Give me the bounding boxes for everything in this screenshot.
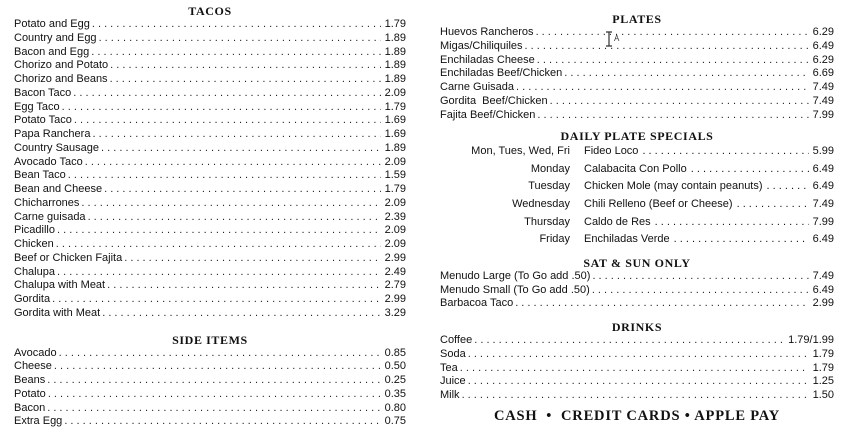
item-name: Soda [440,347,466,360]
item-price: 1.79 [384,183,406,195]
dot-leader [536,26,809,40]
item-name: Gordita Beef/Chicken [440,94,548,107]
special-day: Mon, Tues, Wed, Fri [471,145,570,158]
dot-leader [460,362,809,376]
item-name: Potato and Egg [14,18,90,30]
item-price: 3.29 [384,306,406,319]
menu-item [440,40,834,54]
dot-leader [550,95,809,109]
item-price: 2.09 [384,196,406,209]
menu-item [440,270,834,284]
special-price: 7.99 [812,215,834,228]
item-price: 1.89 [384,45,406,58]
item-name: Juice [440,375,466,388]
special-item [440,143,834,161]
dot-leader [737,196,809,214]
item-price: 1.89 [384,31,406,44]
item-price: 2.79 [384,279,406,292]
dot-leader [99,32,381,46]
dot-leader [516,81,809,95]
weekend-list [440,270,834,311]
menu-item [14,374,406,388]
special-dish: Calabacita Con Pollo [584,162,687,175]
menu-item [14,402,406,416]
dot-leader [592,284,809,298]
dot-leader [104,183,381,197]
item-name: Tea [440,361,458,374]
item-price: 7.49 [812,269,834,282]
special-price: 6.49 [812,180,834,193]
dot-leader [655,214,809,232]
item-price: 6.29 [812,26,834,38]
menu-item [14,266,406,280]
item-name: Bacon Taco [14,86,72,99]
special-day: Wednesday [512,198,570,211]
menu-item [14,347,406,361]
item-name: Avocado [14,346,57,359]
dot-leader [52,293,381,307]
menu-item [440,67,834,81]
item-price: 0.50 [384,360,406,373]
item-price: 2.99 [384,293,406,305]
drinks-heading: DRINKS [611,320,663,335]
item-name: Extra Egg [14,415,63,428]
item-name: Bacon and Egg [14,45,90,58]
dot-leader [537,54,809,68]
dot-leader [74,114,381,128]
dot-leader [537,109,808,123]
dot-leader [57,266,381,280]
dot-leader [73,87,380,101]
item-price: 1.79 [812,347,834,360]
item-price: 7.99 [812,108,834,121]
item-name: Menudo Large (To Go add .50) [440,269,591,282]
special-dish: Enchiladas Verde [584,233,670,246]
item-price: 2.09 [384,86,406,99]
menu-item [14,59,406,73]
item-name: Potato Taco [14,114,72,127]
item-name: Gordita with Meat [14,306,101,319]
special-dish: Chili Relleno (Beef or Cheese) [584,198,733,211]
item-price: 0.25 [384,374,406,386]
menu-item [14,197,406,211]
special-price: 7.49 [812,198,834,211]
item-name: Beans [14,374,46,386]
item-name: Bean Taco [14,169,66,182]
tacos-heading: TACOS [188,4,232,18]
item-name: Bean and Cheese [14,183,103,195]
menu-item [440,54,834,68]
item-name: Country Sausage [14,141,99,154]
item-price: 2.09 [384,224,406,237]
item-price: 1.79 [384,18,406,30]
menu-item [14,73,406,87]
special-price: 5.99 [812,145,834,158]
menu-item [14,46,406,60]
text-cursor-icon [604,30,620,48]
menu-item [440,284,834,298]
menu-item [440,95,834,109]
menu-item [14,293,406,307]
side-items-list [14,347,406,430]
dot-leader [88,211,381,225]
item-price: 0.35 [384,387,406,400]
item-price: 1.69 [384,114,406,127]
dot-leader [68,169,381,183]
special-item [440,161,834,179]
dot-leader [47,374,380,388]
dot-leader [48,388,381,402]
item-name: Milk [440,389,460,402]
special-day: Thursday [524,215,570,228]
item-price: 2.09 [384,238,406,250]
side-items-heading: SIDE ITEMS [172,332,248,347]
special-day: Friday [539,233,570,246]
menu-item [14,183,406,197]
dot-leader [592,270,808,284]
item-name: Gordita [14,293,51,305]
item-price: 7.49 [812,81,834,93]
item-price: 1.89 [384,141,406,154]
menu-item [14,238,406,252]
dot-leader [91,46,380,60]
special-item [440,214,834,232]
menu-item [440,389,834,403]
item-name: Chorizo and Beans [14,73,108,85]
menu-item [440,375,834,389]
item-name: Enchiladas Beef/Chicken [440,67,563,80]
dot-leader [525,40,809,54]
dot-leader [468,375,809,389]
item-name: Coffee [440,334,473,347]
special-item [440,231,834,249]
dot-leader [474,334,784,348]
daily-specials-list [440,143,834,249]
dot-leader [64,415,380,429]
item-name: Papa Ranchera [14,128,91,140]
item-name: Chorizo and Potato [14,59,109,72]
dot-leader [124,252,380,266]
item-price: 2.49 [384,265,406,278]
menu-item [14,224,406,238]
menu-item [14,142,406,156]
item-price: 1.89 [384,73,406,85]
item-name: Avocado Taco [14,155,83,168]
item-name: Barbacoa Taco [440,297,514,310]
dot-leader [691,161,809,179]
dot-leader [54,360,381,374]
item-price: 2.99 [384,251,406,264]
menu-item [440,362,834,376]
menu-item [14,87,406,101]
menu-item [440,297,834,311]
right-column [440,0,834,426]
dot-leader [110,73,381,87]
item-name: Chalupa with Meat [14,279,106,292]
item-name: Cheese [14,360,52,373]
item-name: Huevos Rancheros [440,26,534,38]
item-price: 1.79 [812,361,834,374]
item-price: 1.69 [384,128,406,140]
item-name: Fajita Beef/Chicken [440,108,536,121]
item-price: 6.49 [812,283,834,296]
item-price: 1.79 [384,100,406,113]
special-item [440,196,834,214]
menu-item [14,360,406,374]
cursor-label: A [614,34,620,43]
item-name: Egg Taco [14,100,60,113]
item-name: Enchiladas Cheese [440,53,535,66]
dot-leader [59,347,381,361]
item-name: Chalupa [14,265,55,278]
menu-item [14,18,406,32]
special-price: 6.49 [812,162,834,175]
plates-heading: PLATES [612,12,662,26]
dot-leader [57,224,381,238]
item-name: Menudo Small (To Go add .50) [440,283,590,296]
menu-item [14,114,406,128]
special-item [440,178,834,196]
item-name: Picadillo [14,224,55,237]
tacos-list [14,18,406,321]
special-day: Tuesday [528,180,570,193]
menu-item [14,211,406,225]
item-price: 6.69 [812,67,834,80]
item-price: 1.89 [384,59,406,72]
item-name: Carne guisada [14,210,86,223]
item-price: 2.39 [384,210,406,223]
special-day: Monday [530,162,570,175]
menu-item [440,348,834,362]
item-price: 0.80 [384,401,406,414]
item-price: 6.29 [812,53,834,66]
dot-leader [515,297,808,311]
item-name: Potato [14,387,46,400]
dot-leader [56,238,381,252]
plates-list [440,26,834,122]
dot-leader [85,156,381,170]
item-name: Chicharrones [14,196,80,209]
menu-item [440,81,834,95]
special-price: 6.49 [812,233,834,246]
menu-item [14,415,406,429]
menu-item [14,279,406,293]
item-price: 6.49 [812,39,834,52]
dot-leader [81,197,380,211]
menu-item [14,169,406,183]
dot-leader [462,389,809,403]
item-price: 1.25 [812,375,834,388]
item-price: 2.99 [812,297,834,310]
item-name: Migas/Chiliquiles [440,39,523,52]
dot-leader [107,279,380,293]
dot-leader [642,143,808,161]
item-price: 2.09 [384,155,406,168]
menu-item [14,128,406,142]
dot-leader [674,231,809,249]
menu-item [14,156,406,170]
item-name: Chicken [14,238,54,250]
drinks-list [440,334,834,403]
dot-leader [92,18,381,32]
item-name: Country and Egg [14,31,97,44]
item-price: 7.49 [812,94,834,107]
dot-leader [767,178,809,196]
menu-item [440,109,834,123]
menu-item [14,388,406,402]
left-column [14,0,406,429]
dot-leader [468,348,809,362]
special-dish: Fideo Loco [584,145,639,158]
item-price: 1.59 [384,169,406,182]
item-name: Carne Guisada [440,81,514,93]
payment-methods: CASH • CREDIT CARDS • APPLE PAY [493,407,781,424]
menu-item [14,32,406,46]
special-dish: Caldo de Res [584,215,651,228]
menu-item [14,307,406,321]
dot-leader [101,142,381,156]
dot-leader [102,307,380,321]
weekend-heading: SAT & SUN ONLY [583,255,691,270]
menu-item [14,252,406,266]
menu-item [14,101,406,115]
daily-specials-heading: DAILY PLATE SPECIALS [560,129,714,144]
dot-leader [62,101,381,115]
item-price: 0.75 [384,415,406,428]
item-price: 1.50 [812,389,834,402]
dot-leader [110,59,380,73]
item-price: 0.85 [384,346,406,359]
dot-leader [47,402,380,416]
item-price: 1.79/1.99 [788,334,834,347]
item-name: Bacon [14,401,46,414]
menu-item [440,26,834,40]
item-name: Beef or Chicken Fajita [14,251,123,264]
menu-item [440,334,834,348]
special-dish: Chicken Mole (may contain peanuts) [584,180,763,193]
dot-leader [564,67,808,81]
dot-leader [92,128,380,142]
